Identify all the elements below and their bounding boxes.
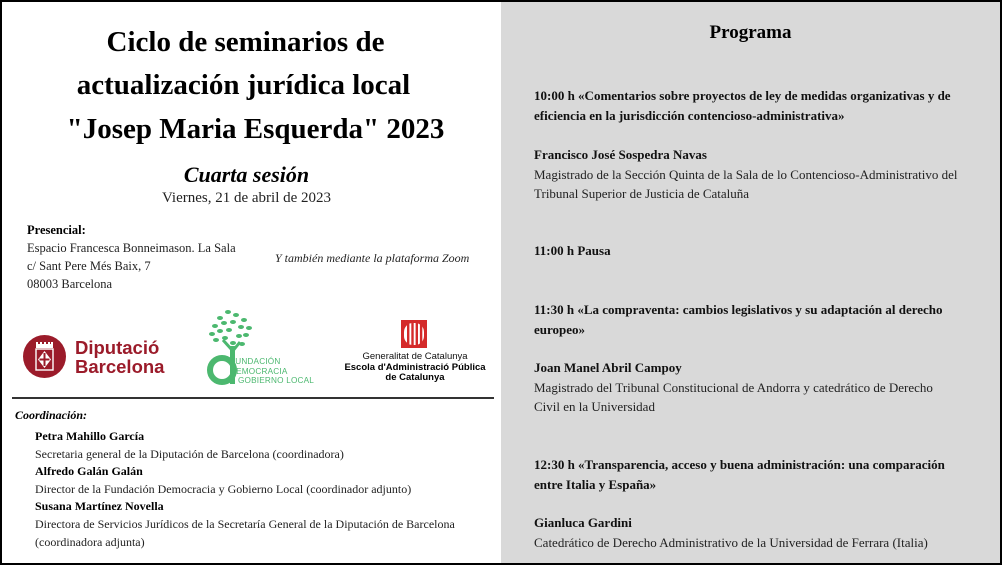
speaker-name: Joan Manel Abril Campoy (534, 360, 682, 375)
program-item-heading-line: entre Italia y España» (534, 476, 657, 492)
coordinator-name: Alfredo Galán Galán (35, 464, 143, 479)
title-line-2: actualización jurídica local (76, 69, 411, 101)
venue-line: 08003 Barcelona (27, 277, 113, 291)
online-note: Y también mediante la plataforma Zoom (275, 251, 470, 265)
program-item-heading-line: 10:00 h «Comentarios sobre proyectos de ley de medidas organizativas y de (534, 88, 951, 103)
generalitat-emblem-icon (401, 320, 427, 348)
session-date: Viernes, 21 de abril de 2023 (161, 190, 332, 206)
coordination-label: Coordinación: (15, 408, 88, 422)
coordinator-name: Petra Mahillo García (35, 429, 145, 443)
fundacion-democracia-logo (206, 308, 336, 386)
fundacion-line: FUNDACIÓN (230, 357, 281, 366)
program-item-heading (534, 455, 984, 494)
venue-label: Presencial: (27, 223, 86, 237)
program-item-heading-line: eficiencia en la jurisdicción contencioso-administrativa» (534, 107, 845, 123)
speaker-role: Tribunal Superior de Justicia de Cataluña (534, 186, 750, 201)
program-item-heading-line: 12:30 h «Transparencia, acceso y buena administración: una comparación (534, 457, 945, 472)
fundacion-wordmark (230, 357, 314, 386)
coordinator-name: Susana Martínez Novella (35, 499, 164, 514)
diputacio-line: Barcelona (75, 355, 165, 377)
coordinator-role: (coordinadora adjunta) (35, 534, 145, 549)
eapc-line: de Catalunya (385, 372, 445, 383)
generalitat-line: Generalitat de Catalunya (362, 351, 468, 362)
speaker-role: Magistrado de la Sección Quinta de la Sala de lo Contencioso-Administrativo del (534, 166, 958, 182)
section-divider (12, 397, 494, 399)
fundacion-line: DEMOCRACIA (230, 366, 288, 376)
generalitat-eapc-logo (340, 320, 490, 386)
program-item-heading (534, 86, 984, 125)
diputacio-barcelona-logo (23, 335, 164, 378)
coordination-list (35, 428, 455, 551)
session-title: Cuarta sesión (183, 162, 310, 187)
program-item-heading-line: 11:30 h «La compraventa: cambios legislativos y su adaptación al derecho (534, 302, 943, 317)
eapc-line: Escola d'Administració Pública (344, 362, 486, 373)
speaker-role: Magistrado del Tribunal Constitucional de Andorra y catedrático de Derecho (534, 379, 933, 395)
diputacio-line: Diputació (75, 336, 160, 358)
program-item-heading-line: europeo» (534, 321, 586, 337)
program-item-speaker (534, 358, 984, 417)
diputacio-wordmark (75, 338, 164, 376)
speaker-role: Catedrático de Derecho Administrativo de la Universidad de Ferrara (Italia) (534, 534, 928, 550)
venue-line: c/ Sant Pere Més Baix, 7 (27, 259, 151, 273)
speaker-role: Civil en la Universidad (534, 399, 655, 414)
left-panel (2, 2, 501, 563)
coordinator-role: Director de la Fundación Democracia y Gobierno Local (coordinador adjunto) (35, 481, 412, 496)
venue-line: Espacio Francesca Bonneimason. La Sala (27, 241, 236, 255)
program-item-heading (534, 300, 984, 339)
program-item-speaker (534, 145, 984, 204)
venue-block (27, 221, 236, 293)
fundacion-line: Y GOBIERNO LOCAL (230, 376, 315, 385)
speaker-name: Gianluca Gardini (534, 515, 632, 530)
program-item-speaker (534, 513, 984, 552)
program-title: Programa (709, 22, 792, 43)
title-line-1: Ciclo de seminarios de (106, 26, 385, 58)
diputacio-emblem-icon (23, 335, 66, 378)
coordinator-role: Directora de Servicios Jurídicos de la Secretaría General de la Diputación de Barcelona (35, 516, 455, 531)
program-item-heading-line: 11:00 h Pausa (534, 243, 611, 258)
speaker-name: Francisco José Sospedra Navas (534, 147, 707, 162)
title-line-3: "Josep Maria Esquerda" 2023 (66, 113, 445, 145)
program-item-heading (534, 241, 984, 261)
coordinator-role: Secretaria general de la Diputación de Barcelona (coordinadora) (35, 446, 344, 461)
program-panel (501, 2, 1000, 563)
